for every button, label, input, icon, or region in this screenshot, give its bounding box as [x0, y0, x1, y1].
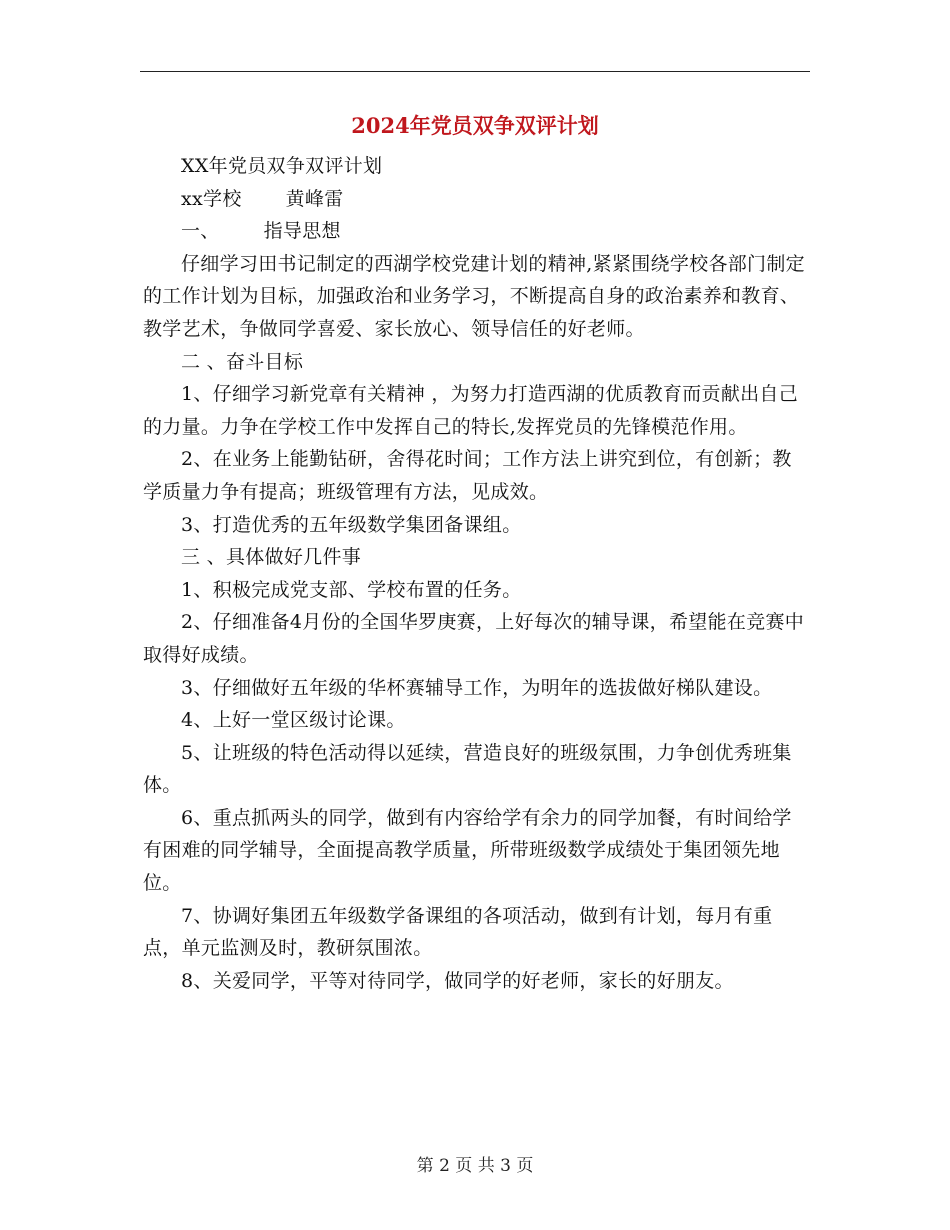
- list-item: 3、打造优秀的五年级数学集团备课组。: [181, 513, 522, 536]
- list-item: 2、仔细准备4月份的全国华罗庚赛，上好每次的辅导课，希望能在竞赛中取得好成绩。: [143, 611, 805, 666]
- document-body: [143, 150, 810, 997]
- page-number: 第 2 页 共 3 页: [416, 1156, 534, 1176]
- author-name: 黄峰雷: [285, 187, 344, 210]
- list-item: 1、仔细学习新党章有关精神 ，为努力打造西湖的优质教育而贡献出自己的力量。力争在学校工作中发挥自己的特长,发挥党员的先锋模范作用。: [143, 383, 799, 438]
- document-subtitle: XX年党员双争双评计划: [181, 155, 383, 177]
- list-item: 1、积极完成党支部、学校布置的任务。: [181, 578, 522, 601]
- section-number-1: 一、: [181, 220, 220, 243]
- author-line: [143, 183, 810, 216]
- section-heading-3: 三 、具体做好几件事: [181, 546, 362, 569]
- list-item: 2、在业务上能勤钻研，舍得花时间；工作方法上讲究到位，有创新；教学质量力争有提高；班级管理有方法，见成效。: [143, 448, 792, 503]
- section-heading-2: 二 、奋斗目标: [181, 350, 304, 373]
- list-item: 3、仔细做好五年级的华杯赛辅导工作，为明年的选拔做好梯队建设。: [181, 676, 773, 699]
- author-school: xx学校: [181, 187, 242, 210]
- document-title: 2024年党员双争双评计划: [351, 113, 599, 138]
- header-rule: [140, 71, 810, 72]
- paragraph: 仔细学习田书记制定的西湖学校党建计划的精神,紧紧围绕学校各部门制定的工作计划为目标，加强政治和业务学习，不断提高自身的政治素养和教育、教学艺术，争做同学喜爱、家长放心、领导信任的好老师。: [143, 252, 805, 340]
- list-item: 4、上好一堂区级讨论课。: [181, 709, 406, 732]
- list-item: 7、协调好集团五年级数学备课组的各项活动，做到有计划，每月有重点，单元监测及时，教研氛围浓。: [143, 904, 773, 960]
- list-item: 8、关爱同学，平等对待同学，做同学的好老师，家长的好朋友。: [181, 969, 734, 992]
- list-item: 5、让班级的特色活动得以延续，营造良好的班级氛围，力争创优秀班集体。: [143, 741, 792, 797]
- section-title-1: 指导思想: [263, 220, 341, 243]
- section-heading-1: [143, 215, 810, 248]
- list-item: 6、重点抓两头的同学，做到有内容给学有余力的同学加餐，有时间给学有困难的同学辅导，全面提高教学质量，所带班级数学成绩处于集团领先地位。: [143, 806, 792, 895]
